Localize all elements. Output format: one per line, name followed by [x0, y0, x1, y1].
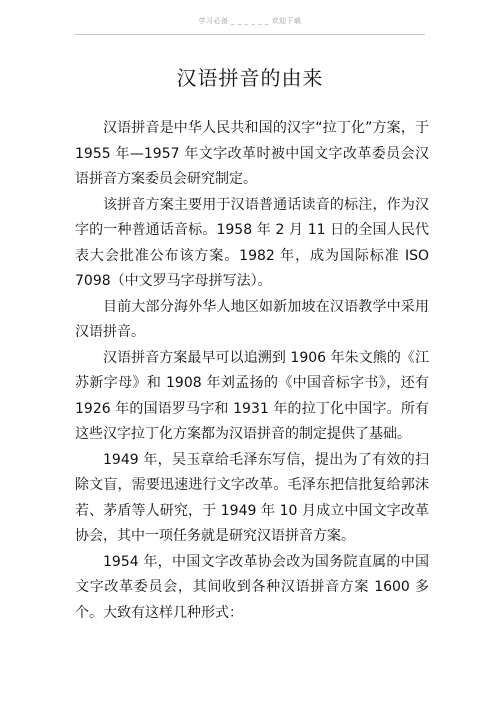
document-body [75, 116, 429, 626]
header-divider [75, 34, 425, 35]
paragraph: 1954 年，中国文字改革协会改为国务院直属的中国文字改革委员会，其间收到各种汉语拼音方案 1600 多个。大致有这样几种形式： [75, 553, 429, 621]
paragraph: 1949 年，吴玉章给毛泽东写信，提出为了有效的扫除文盲，需要迅速进行文字改革。毛泽东把信批复给郭沫若、茅盾等人研究，于 1949 年 10 月成立中国文字改革协会，其中一项任务就是研究汉语拼音方案。 [75, 451, 429, 544]
paragraph: 目前大部分海外华人地区如新加坡在汉语教学中采用汉语拼音。 [75, 298, 429, 340]
paragraph: 汉语拼音是中华人民共和国的汉字“拉丁化”方案，于1955 年—1957 年文字改革时被中国文字改革委员会汉语拼音方案委员会研究制定。 [75, 120, 429, 187]
paragraph: 该拼音方案主要用于汉语普通话读音的标注，作为汉字的一种普通话音标。1958 年 2 月 11 日的全国人民代表大会批准公布该方案。1982 年，成为国际标准 ISO 7098（中文罗马字母拼写法）。 [75, 196, 429, 289]
paragraph: 汉语拼音方案最早可以追溯到 1906 年朱文熊的《江苏新字母》和 1908 年刘孟扬的《中国音标字书》，还有 1926 年的国语罗马字和 1931 年的拉丁化中国字。所有这些汉字拉丁化方案都为汉语拼音的制定提供了基础。 [75, 349, 429, 442]
document-title: 汉语拼音的由来 [176, 66, 324, 90]
page-header: 学习必备 _ _ _ _ _ _ 欢迎下载 [198, 17, 302, 25]
